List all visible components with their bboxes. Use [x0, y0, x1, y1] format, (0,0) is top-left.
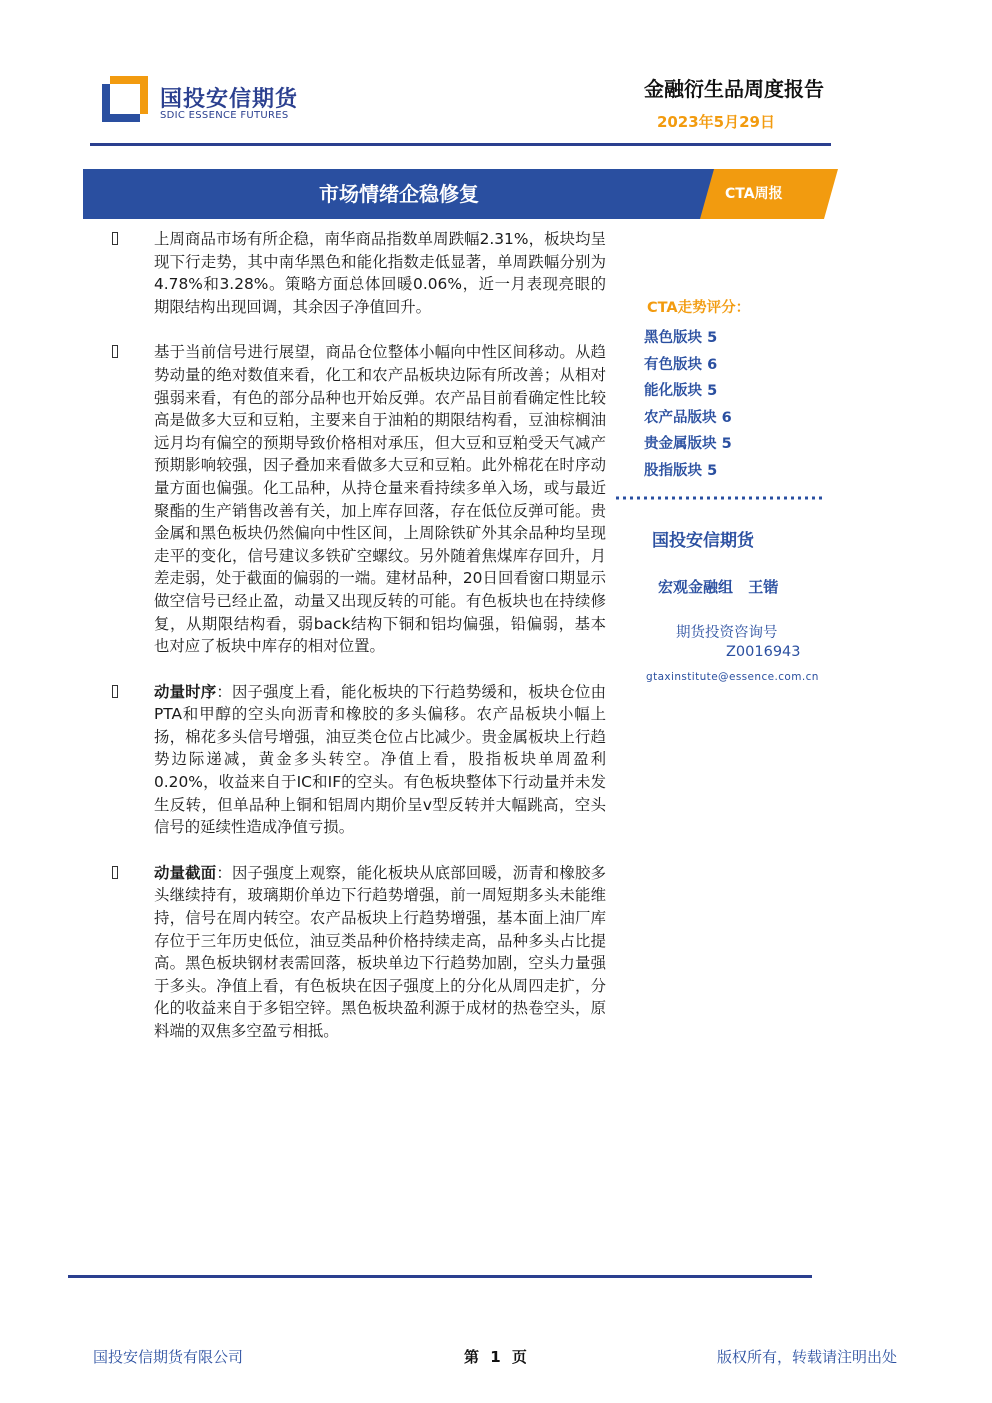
score-label: 有色版块	[644, 356, 702, 373]
footer-divider	[68, 1275, 812, 1278]
bullet-icon	[112, 685, 118, 698]
bullet-icon	[112, 232, 118, 245]
score-value: 5	[707, 383, 718, 400]
dotted-divider	[614, 496, 824, 500]
score-value: 5	[707, 330, 718, 346]
score-item-agri	[644, 408, 732, 435]
cta-score-list	[644, 328, 732, 488]
report-date: 2023年5月29日	[656, 113, 775, 131]
company-logo-mark	[102, 76, 148, 122]
sidebar-company-name: 国投安信期货	[652, 531, 754, 551]
score-value: 6	[721, 409, 732, 426]
report-title: 金融衍生品周度报告	[644, 77, 824, 101]
logo-company-name: 国投安信期货	[160, 87, 299, 112]
paragraph-body: ：因子强度上看，能化板块的下行趋势缓和，板块仓位由PTA和甲醇的空头向沥青和橡胶的多头偏移。农产品板块小幅上扬，棉花多头信号增强，油豆类仓位占比减少。贵金属板块上行趋势边际递减，黄金多头转空。净值上看，股指板块单周盈利0.20%，收益来自于IC和IF的空头。有色板块整体下行动量并未发生反转，但单品种上铜和铝周内期价呈v型反转并大幅跳高，空头信号的延续性造成净值亏损。	[154, 682, 606, 837]
score-label: 黑色版块	[644, 330, 702, 346]
score-item-black	[644, 328, 732, 355]
score-value: 6	[707, 356, 718, 373]
score-label: 贵金属版块	[644, 436, 717, 453]
score-label: 股指版块	[644, 462, 702, 479]
paragraph-body: ：因子强度上观察，能化板块从底部回暖，沥青和橡胶多头继续持有，玻璃期价单边下行趋势增强，前一周短期多头未能维持，信号在周内转空。农产品板块上行趋势增强，基本面上油厂库存位于三年历史低位，油豆类品种价格持续走高，品种多头占比提高。黑色板块钢材表需回落，板块单边下行趋势加剧，空头力量强于多头。净值上看，有色板块在因子强度上的分化从周四走扩，分化的收益来自于多铝空锌。黑色板块盈利源于成材的热卷空头，原料端的双焦多空盈亏相抵。	[154, 863, 606, 1040]
score-value: 5	[707, 462, 718, 479]
momentum-timeseries-paragraph	[112, 681, 606, 839]
score-label: 能化版块	[644, 383, 702, 400]
score-value: 5	[721, 436, 732, 453]
cta-score-title: CTA走势评分：	[647, 300, 751, 316]
report-type-tag: CTA周报	[725, 186, 783, 202]
page-number: 第 1 页	[464, 1348, 527, 1366]
license-number: Z0016943	[726, 644, 801, 660]
score-label: 农产品版块	[644, 409, 717, 426]
main-content	[112, 228, 606, 1066]
paragraph-text	[154, 681, 606, 839]
page-title: 市场情绪企稳修复	[319, 182, 479, 206]
logo-company-name-en: SDIC ESSENCE FUTURES	[160, 110, 289, 121]
contact-email[interactable]: gtaxinstitute@essence.com.cn	[646, 671, 819, 683]
footer-company: 国投安信期货有限公司	[93, 1348, 244, 1366]
footer-copyright: 版权所有，转载请注明出处	[716, 1348, 897, 1366]
bullet-icon	[112, 345, 118, 358]
score-item-nonferrous	[644, 355, 732, 382]
paragraph-text: 基于当前信号进行展望，商品仓位整体小幅向中性区间移动。从趋势动量的绝对数值来看，化工和农产品板块边际有所改善；从相对强弱来看，有色的部分品种也开始反弹。农产品目前看确定性比较高是做多大豆和豆粕，主要来自于油粕的期限结构看，豆油棕榈油远月均有偏空的预期导致价格相对承压，但大豆和豆粕受天气减产预期影响较强，因子叠加来看做多大豆和豆粕。此外棉花在时序动量方面也偏强。化工品种，从持仓量来看持续多单入场，或与最近聚酯的生产销售改善有关，加上库存回落，存在低位反弹可能。贵金属和黑色板块仍然偏向中性区间，上周除铁矿外其余品种均呈现走平的变化，信号建议多铁矿空螺纹。另外随着焦煤库存回升，月差走弱，处于截面的偏弱的一端。建材品种，20日回看窗口期显示做空信号已经止盈，动量又出现反转的可能。有色板块也在持续修复，从期限结构看，弱back结构下铜和铝均偏强，铅偏弱，基本也对应了板块中库存的相对位置。	[154, 343, 606, 656]
paragraph-text	[154, 862, 606, 1043]
paragraph-text: 上周商品市场有所企稳，南华商品指数单周跌幅2.31%，板块均呈现下行走势，其中南华黑色和能化指数走低显著，单周跌幅分别为4.78%和3.28%。策略方面总体回暖0.06%，近一月表现亮眼的期限结构出现回调，其余因子净值回升。	[154, 230, 606, 316]
score-item-energy-chem	[644, 381, 732, 408]
bullet-icon	[112, 866, 118, 879]
paragraph-lead: 动量截面	[154, 863, 217, 882]
score-item-precious-metal	[644, 434, 732, 461]
outlook-paragraph	[112, 341, 606, 657]
paragraph-lead: 动量时序	[154, 682, 217, 701]
summary-paragraph	[112, 228, 606, 318]
license-label: 期货投资咨询号	[676, 625, 778, 641]
header-divider	[90, 143, 831, 146]
score-item-stock-index	[644, 461, 732, 488]
momentum-crosssection-paragraph	[112, 862, 606, 1043]
author-group: 宏观金融组 王锴	[658, 578, 779, 596]
